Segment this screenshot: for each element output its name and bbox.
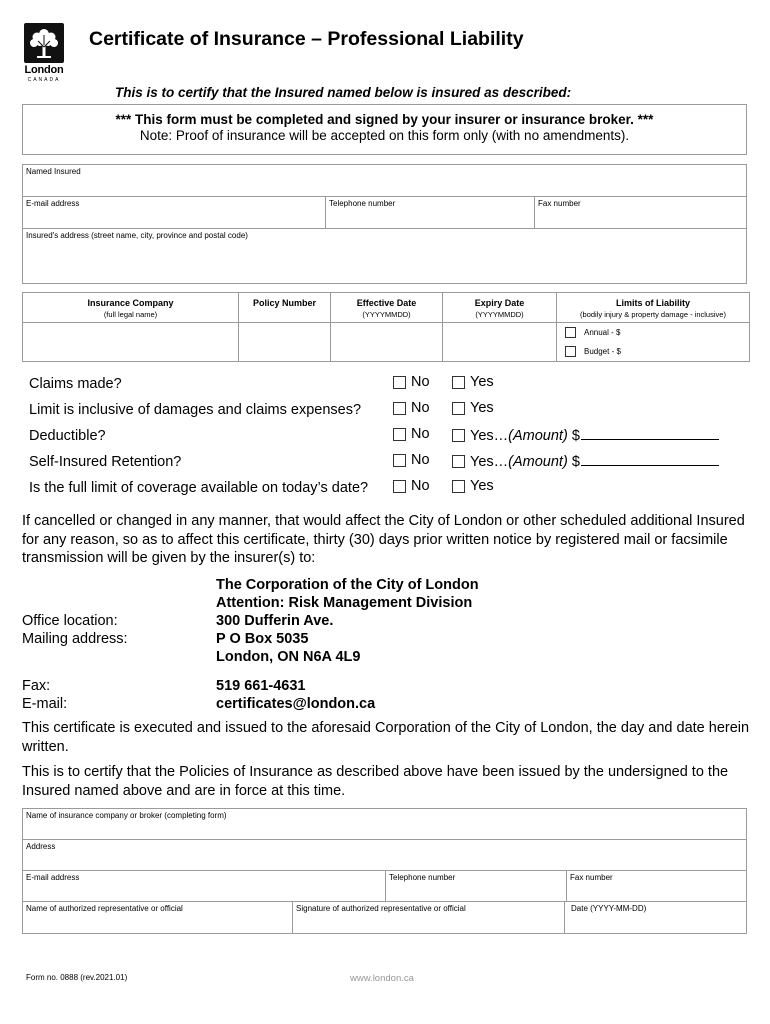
- deductible-amount-label: (Amount): [508, 428, 568, 444]
- insured-email-field[interactable]: [23, 197, 326, 229]
- deductible-no: [393, 426, 430, 442]
- full-limit-yes-checkbox[interactable]: [452, 480, 465, 493]
- mailing-address-label: Mailing address:: [22, 631, 128, 647]
- limits-options: [557, 323, 750, 362]
- broker-telephone-field[interactable]: [386, 871, 567, 902]
- expiry-date-sub: (YYYYMMDD): [475, 310, 524, 319]
- rep-name-label: Name of authorized representative or official: [26, 904, 183, 913]
- effective-date-header: Effective Date: [356, 298, 417, 308]
- date-field[interactable]: [565, 902, 747, 934]
- office-location-label: Office location:: [22, 613, 118, 629]
- insurance-details-table: [22, 292, 750, 362]
- cancellation-paragraph: If cancelled or changed in any manner, that would affect the City of London or other scheduled additional Insured for any reason, so as to affect this certificate, thirty (30) days prior written notice by registered mail or facsimile transmission will be given by the insurer(s) to:: [22, 513, 745, 566]
- insurance-company-input[interactable]: [23, 323, 239, 362]
- expiry-date-input[interactable]: [443, 323, 557, 362]
- limit-inclusive-yes: [452, 400, 494, 416]
- address-line-3: 300 Dufferin Ave.: [216, 613, 334, 629]
- limits-header: Limits of Liability: [615, 298, 690, 308]
- address-line-5: London, ON N6A 4L9: [216, 649, 361, 665]
- claims-made-no-label: No: [411, 374, 430, 390]
- broker-email-label: E-mail address: [26, 873, 80, 882]
- notice-line-1: *** This form must be completed and signed by your insurer or insurance broker. ***: [115, 112, 654, 127]
- deductible-yes-label: Yes…: [470, 428, 509, 444]
- broker-address-label: Address: [26, 842, 56, 851]
- claims-made-no-checkbox[interactable]: [393, 376, 406, 389]
- question-full-limit: Is the full limit of coverage available on today’s date?: [29, 480, 369, 496]
- email-value: certificates@london.ca: [216, 696, 376, 712]
- col-insurance-company: [23, 293, 239, 323]
- full-limit-yes-label: Yes: [470, 478, 494, 494]
- col-effective-date: [331, 293, 443, 323]
- deductible-yes: [452, 426, 719, 444]
- question-claims-made: Claims made?: [29, 376, 122, 392]
- address-block: [216, 576, 479, 666]
- policy-number-input[interactable]: [239, 323, 331, 362]
- fax-label: Fax:: [22, 678, 51, 694]
- self-insured-amount-label: (Amount): [508, 454, 568, 470]
- col-policy-number: [239, 293, 331, 323]
- address-line-4: P O Box 5035: [216, 631, 309, 647]
- effective-date-input[interactable]: [331, 323, 443, 362]
- claims-made-yes-label: Yes: [470, 374, 494, 390]
- limits-sub: (bodily injury & property damage - inclusive): [580, 310, 726, 319]
- policy-number-header: Policy Number: [252, 298, 317, 308]
- full-limit-no-checkbox[interactable]: [393, 480, 406, 493]
- budget-checkbox[interactable]: [565, 346, 576, 357]
- named-insured-field[interactable]: [23, 165, 747, 197]
- signature-field[interactable]: [293, 902, 565, 934]
- broker-fax-field[interactable]: [567, 871, 747, 902]
- date-label: Date (YYYY-MM-DD): [571, 904, 647, 913]
- self-insured-no: [393, 452, 430, 468]
- insured-fax-field[interactable]: [535, 197, 747, 229]
- broker-address-field[interactable]: [23, 840, 747, 871]
- self-insured-no-label: No: [411, 452, 430, 468]
- full-limit-no: [393, 478, 430, 494]
- claims-made-no: [393, 374, 430, 390]
- self-insured-amount-input[interactable]: [581, 452, 719, 466]
- broker-name-label: Name of insurance company or broker (completing form): [26, 811, 227, 820]
- full-limit-no-label: No: [411, 478, 430, 494]
- form-number: Form no. 0888 (rev.2021.01): [26, 973, 128, 982]
- claims-made-yes-checkbox[interactable]: [452, 376, 465, 389]
- limit-inclusive-no-checkbox[interactable]: [393, 402, 406, 415]
- self-insured-no-checkbox[interactable]: [393, 454, 406, 467]
- certify-heading: This is to certify that the Insured named below is insured as described:: [115, 85, 572, 100]
- notice-line-2: Note: Proof of insurance will be accepted on this form only (with no amendments).: [139, 128, 630, 143]
- full-limit-yes: [452, 478, 494, 494]
- limit-inclusive-no: [393, 400, 430, 416]
- notice-box: [22, 104, 747, 155]
- broker-fax-label: Fax number: [570, 873, 613, 882]
- broker-info-table: [22, 808, 747, 902]
- self-insured-yes: [452, 452, 719, 470]
- question-deductible: Deductible?: [29, 428, 106, 444]
- insured-info-table: [22, 164, 747, 284]
- footer-website: www.london.ca: [350, 973, 414, 984]
- certify-paragraph: This is to certify that the Policies of Insurance as described above have been issued by the undersigned to the Insured named above and are in force at this time.: [22, 764, 729, 799]
- rep-name-field[interactable]: [23, 902, 293, 934]
- expiry-date-header: Expiry Date: [474, 298, 525, 308]
- broker-name-field[interactable]: [23, 809, 747, 840]
- deductible-no-label: No: [411, 426, 430, 442]
- effective-date-sub: (YYYYMMDD): [362, 310, 411, 319]
- deductible-yes-checkbox[interactable]: [452, 429, 465, 442]
- self-insured-dollar: $: [571, 454, 580, 470]
- fax-value: 519 661-4631: [216, 678, 306, 694]
- insured-address-field[interactable]: [23, 229, 747, 284]
- budget-label: Budget - $: [584, 347, 621, 356]
- email-label: E-mail:: [22, 696, 68, 712]
- annual-checkbox[interactable]: [565, 327, 576, 338]
- insurance-company-header: Insurance Company: [87, 298, 174, 308]
- broker-email-field[interactable]: [23, 871, 386, 902]
- question-self-insured: Self-Insured Retention?: [29, 454, 182, 470]
- city-logo: [24, 23, 64, 63]
- broker-telephone-label: Telephone number: [389, 873, 456, 882]
- self-insured-yes-label: Yes…: [470, 454, 509, 470]
- insured-fax-label: Fax number: [538, 199, 581, 208]
- logo-subtext: CANADA: [27, 77, 61, 83]
- limit-inclusive-yes-label: Yes: [470, 400, 494, 416]
- signature-label: Signature of authorized representative or official: [296, 904, 466, 913]
- page-title: Certificate of Insurance – Professional Liability: [89, 28, 524, 50]
- limit-inclusive-yes-checkbox[interactable]: [452, 402, 465, 415]
- logo-wordmark: London: [24, 64, 64, 76]
- deductible-dollar: $: [571, 428, 580, 444]
- insured-telephone-field[interactable]: [326, 197, 535, 229]
- self-insured-yes-checkbox[interactable]: [452, 455, 465, 468]
- address-line-1: The Corporation of the City of London: [216, 577, 479, 593]
- limit-inclusive-no-label: No: [411, 400, 430, 416]
- insured-telephone-label: Telephone number: [329, 199, 396, 208]
- signature-table: [22, 901, 747, 934]
- col-expiry-date: [443, 293, 557, 323]
- claims-made-yes: [452, 374, 494, 390]
- deductible-no-checkbox[interactable]: [393, 428, 406, 441]
- col-limits: [557, 293, 750, 323]
- insurance-company-sub: (full legal name): [103, 310, 158, 319]
- annual-label: Annual - $: [584, 328, 621, 337]
- insured-address-label: Insured's address (street name, city, province and postal code): [26, 231, 248, 240]
- tree-logo-icon: [24, 23, 64, 63]
- named-insured-label: Named Insured: [26, 167, 81, 176]
- address-line-2: Attention: Risk Management Division: [216, 595, 473, 611]
- insured-email-label: E-mail address: [26, 199, 80, 208]
- deductible-amount-input[interactable]: [581, 426, 719, 440]
- question-limit-inclusive: Limit is inclusive of damages and claims expenses?: [29, 402, 362, 418]
- executed-paragraph: This certificate is executed and issued to the aforesaid Corporation of the City of London, the day and date herein written.: [22, 720, 750, 755]
